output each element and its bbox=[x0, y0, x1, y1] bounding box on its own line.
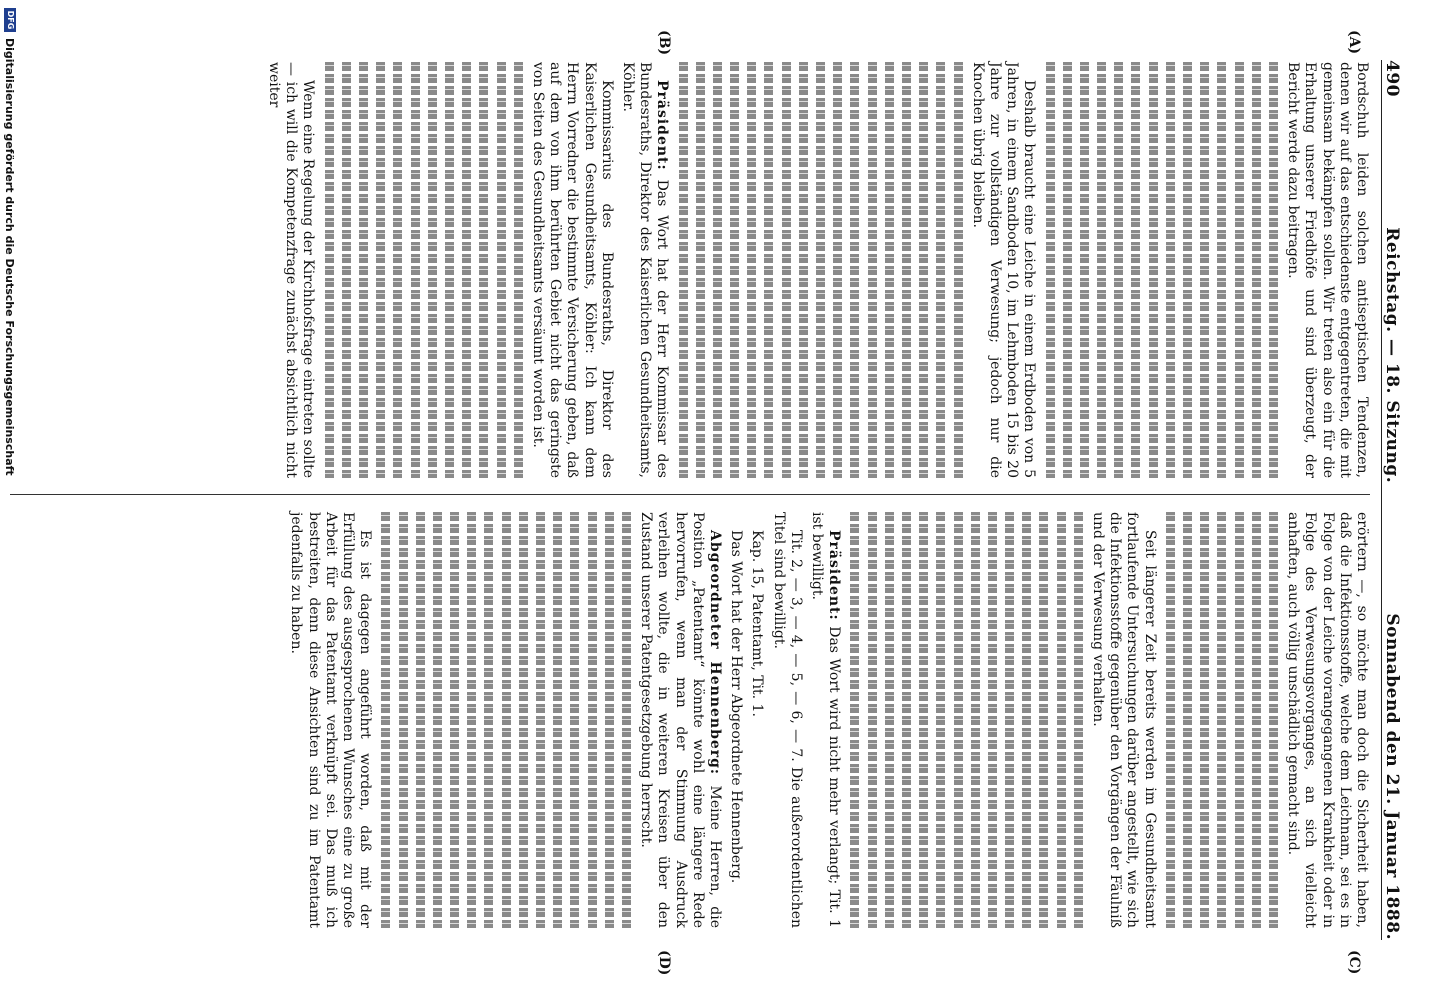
unreadable-text-block bbox=[679, 62, 963, 478]
speaker-label: Abgeordneter Hennenberg: bbox=[707, 530, 724, 776]
paragraph bbox=[637, 512, 723, 928]
unreadable-text-block bbox=[850, 512, 1082, 928]
paragraph: Kap. 15, Patentamt, Tit. 1. bbox=[749, 530, 766, 717]
speech-text: Das Wort hat der Herr Kommissar des Bundesraths, Direktor des Kaiserlichen Gesundheitsamts, Köhler. bbox=[619, 62, 671, 478]
paragraph bbox=[619, 62, 671, 478]
paragraph: erörtern —, so möchte man doch die Sicherheit haben, daß die Infektionsstoffe, welche dem Leichnam, sei es in Folge von der Leiche vorangegangenen Krankheit oder in Folge des Verwesungsvorganges, an sich vielleicht anhaften, auch völlig unschädlich gemacht sind. bbox=[1285, 512, 1370, 928]
unreadable-text-block bbox=[1046, 62, 1278, 478]
paragraph: Bordschuh leiden solchen antiseptischen Tendenzen, denen wir auf das entschiedenste entgegentreten, die mit gemeinsam bekämpfen sollen. Wir treten also ein für die Erhaltung unserer Friedhöfe und sind überzeugt, der Bericht werde dazu beitragen. bbox=[1285, 62, 1370, 478]
running-title: Reichstag. — 18. Sitzung. bbox=[1382, 227, 1402, 484]
paragraph: Tit. 2, — 3, — 4, — 5, — 6, — 7. Die außerordentlichen Titel sind bewilligt. bbox=[770, 512, 804, 928]
paragraph: Seit längerer Zeit bereits werden im Gesundheitsamt fortlaufende Untersuchungen darüber angestellt, wie sich die Infektionsstoffe gegenüber den Vorgängen der Fäulniß und der Verwesung verhalten. bbox=[1090, 512, 1158, 928]
margin-mark-d: (D) bbox=[656, 950, 672, 976]
margin-mark-c: (C) bbox=[1346, 950, 1362, 975]
speech-text: Das Wort wird nicht mehr verlangt; Tit. 1 ist bewilligt. bbox=[809, 512, 843, 928]
column-divider bbox=[10, 494, 1370, 495]
margin-mark-b: (B) bbox=[656, 30, 672, 56]
paragraph bbox=[808, 512, 842, 928]
speaker-label: Präsident: bbox=[826, 530, 843, 621]
unreadable-text-block bbox=[381, 512, 631, 928]
speech-text: Meine Herren, die Position „Patentamt“ könnte wohl eine längere Rede hervorrufen, wenn man der Stimmung Ausdruck verleihen wollte, die in weiteren Kreisen über den Zustand unserer Patentgesetzgebung herrscht. bbox=[638, 512, 724, 929]
margin-mark-a: (A) bbox=[1346, 30, 1362, 55]
paragraph: Wenn eine Regelung der Kirchhofsfrage eintreten sollte — ich will die Kompetenzfrage zunächst absichtlich nicht weiter bbox=[266, 62, 317, 478]
paragraph: Kommissarius des Bundesraths, Direktor des Kaiserlichen Gesundheitsamts, Köhler: Ich kann dem Herrn Vorredner die bestimmte Versicherung geben, daß auf dem von ihm berührten Gebiet nicht das geringste von Seiten des Gesundheitsamts versäumt worden ist. bbox=[529, 62, 615, 478]
session-date: Sonnabend den 21. Januar 1888. bbox=[1382, 613, 1402, 940]
unreadable-text-block bbox=[325, 62, 523, 478]
paragraph: Das Wort hat der Herr Abgeordnete Hennenberg. bbox=[728, 530, 745, 884]
right-column bbox=[283, 512, 1370, 928]
digitization-credit bbox=[0, 0, 20, 1008]
page-header bbox=[1381, 60, 1416, 940]
dfg-logo: DFG bbox=[4, 8, 16, 32]
page-number: 490 bbox=[1382, 60, 1402, 97]
paragraph: Deshalb braucht eine Leiche in einem Erdboden von 5 Jahren, in einem Sandboden 10, im Lehmboden 15 bis 20 Jahre zur vollständigen Verwesung; jedoch nur die Knochen übrig bleiben. bbox=[969, 62, 1038, 478]
speaker-label: Präsident: bbox=[654, 80, 671, 171]
credit-text: Digitalisierung gefördert durch die Deutsche Forschungsgemeinschaft bbox=[3, 38, 17, 476]
paragraph: Es ist dagegen angeführt worden, daß mit der Erfüllung des ausgesprochenen Wunsches eine zu große Arbeit für das Patentamt verknüpft sei. Das muß ich bestreiten, denn diese Ansichten sind zu im Patentamt jedenfalls zu haben. bbox=[288, 512, 374, 928]
unreadable-text-block bbox=[1166, 512, 1278, 928]
left-column bbox=[261, 62, 1370, 478]
